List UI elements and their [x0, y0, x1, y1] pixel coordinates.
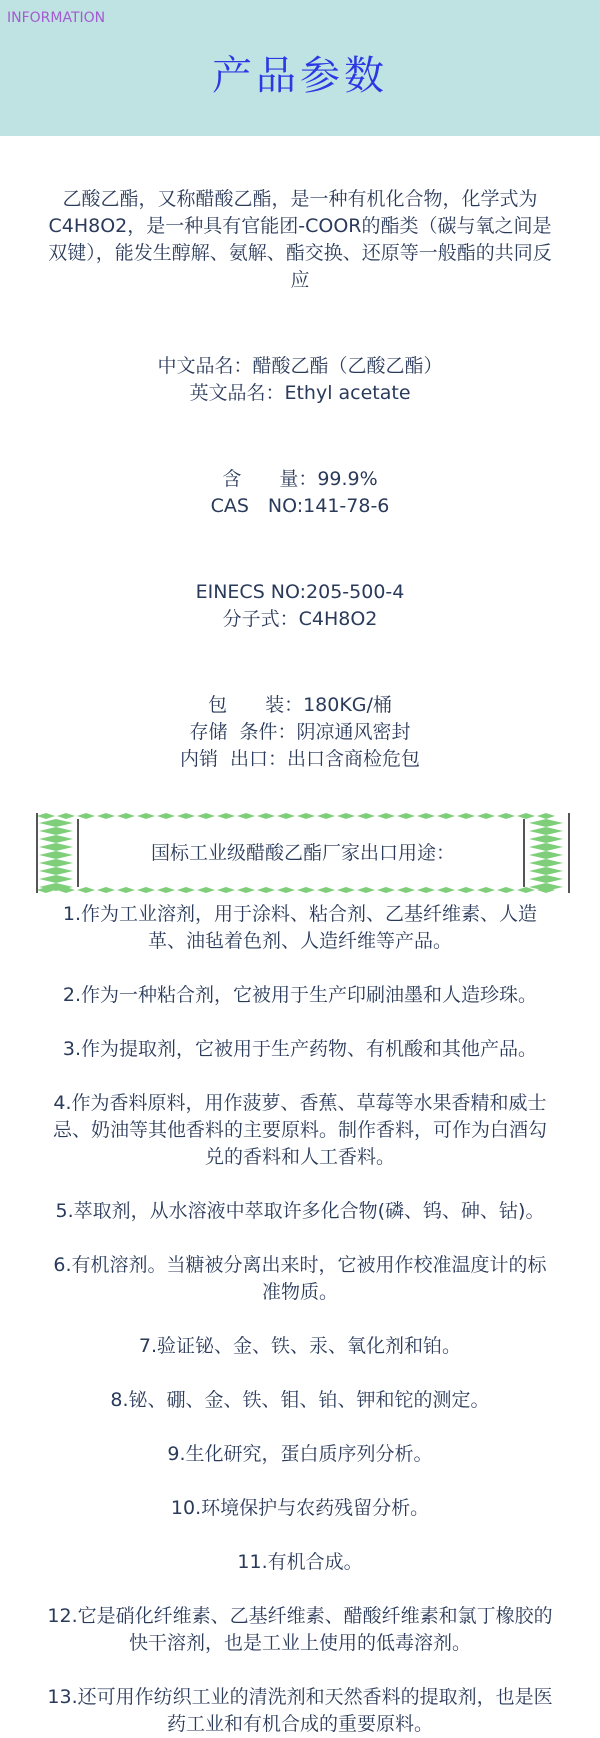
uses-list — [36, 901, 564, 1738]
pattern-diamond — [377, 813, 395, 819]
pattern-diamond — [357, 813, 375, 819]
pattern-diamond — [537, 813, 555, 819]
sale-info: 内销 出口：出口含商检危包 — [179, 748, 421, 770]
use-item: 8.铋、硼、金、铁、钼、铂、钾和铊的测定。 — [110, 1389, 490, 1411]
pattern-diamond — [397, 887, 415, 893]
cas-number: CAS NO:141-78-6 — [210, 495, 390, 517]
banner-text: 国标工业级醋酸乙酯厂家出口用途： — [150, 842, 455, 864]
pattern-diamond — [497, 813, 515, 819]
pattern-diamond — [517, 887, 535, 893]
pattern-diamond — [39, 859, 73, 867]
pattern-diamond — [297, 887, 315, 893]
einecs-group — [36, 579, 564, 633]
pattern-diamond — [177, 813, 195, 819]
use-item: 4.作为香料原料，用作菠萝、香蕉、草莓等水果香精和威士忌、奶油等其他香料的主要原料。制作香料，可作为白酒勾兑的香料和人工香料。 — [52, 1092, 547, 1168]
page-title: 产品参数 — [212, 53, 388, 99]
pattern-diamond — [257, 887, 275, 893]
storage-group — [36, 692, 564, 773]
use-item: 10.环境保护与农药残留分析。 — [170, 1497, 430, 1519]
pattern-diamond — [457, 813, 475, 819]
pattern-diamond — [39, 827, 73, 835]
content-group — [36, 466, 564, 520]
storage-info: 存储 条件：阴凉通风密封 — [189, 721, 411, 743]
pattern-diamond — [397, 813, 415, 819]
pattern-diamond — [529, 827, 563, 835]
use-item: 7.验证铋、金、铁、汞、氧化剂和铂。 — [138, 1335, 462, 1357]
pattern-diamond — [457, 887, 475, 893]
molecular-formula: 分子式：C4H8O2 — [222, 608, 378, 630]
pattern-diamond — [137, 887, 155, 893]
pattern-diamond — [529, 835, 563, 843]
use-item: 13.还可用作纺织工业的清洗剂和天然香料的提取剂，也是医药工业和有机合成的重要原料。 — [47, 1686, 553, 1735]
pattern-diamond — [317, 887, 335, 893]
pattern-diamond — [377, 887, 395, 893]
pattern-diamond — [97, 887, 115, 893]
pattern-diamond — [517, 813, 535, 819]
pattern-diamond — [477, 813, 495, 819]
pattern-diamond — [257, 813, 275, 819]
pattern-diamond — [39, 867, 73, 875]
package-info: 包 装：180KG/桶 — [208, 694, 392, 716]
pattern-diamond — [529, 875, 563, 883]
names-group — [36, 353, 564, 407]
pattern-diamond — [97, 813, 115, 819]
pattern-diamond — [437, 887, 455, 893]
pattern-diamond — [529, 859, 563, 867]
pattern-diamond — [117, 813, 135, 819]
pattern-diamond — [529, 867, 563, 875]
use-item: 6.有机溶剂。当糖被分离出来时，它被用作校准温度计的标准物质。 — [53, 1254, 547, 1303]
pattern-diamond — [337, 813, 355, 819]
use-item: 12.它是硝化纤维素、乙基纤维素、醋酸纤维素和氯丁橡胶的快干溶剂，也是工业上使用的低毒溶剂。 — [47, 1605, 553, 1654]
pattern-diamond — [39, 835, 73, 843]
pattern-diamond — [137, 813, 155, 819]
pattern-diamond — [117, 887, 135, 893]
pattern-diamond — [77, 813, 95, 819]
pattern-diamond — [297, 813, 315, 819]
pattern-diamond — [217, 813, 235, 819]
pattern-diamond — [529, 851, 563, 859]
pattern-diamond — [217, 887, 235, 893]
pattern-diamond — [357, 887, 375, 893]
pattern-diamond — [39, 819, 73, 827]
pattern-diamond — [237, 813, 255, 819]
header-band — [0, 0, 600, 136]
english-name: 英文品名：Ethyl acetate — [189, 382, 411, 404]
use-item: 11.有机合成。 — [237, 1551, 363, 1573]
use-item: 1.作为工业溶剂，用于涂料、粘合剂、乙基纤维素、人造革、油毡着色剂、人造纤维等产品。 — [62, 903, 538, 952]
pattern-diamond — [157, 887, 175, 893]
einecs-number: EINECS NO:205-500-4 — [195, 581, 405, 603]
pattern-diamond — [317, 813, 335, 819]
use-item: 3.作为提取剂，它被用于生产药物、有机酸和其他产品。 — [62, 1038, 538, 1060]
pattern-diamond — [417, 813, 435, 819]
pattern-diamond — [38, 813, 55, 819]
content — [0, 136, 600, 1738]
pattern-diamond — [497, 887, 515, 893]
pattern-diamond — [437, 813, 455, 819]
uses-banner — [36, 813, 570, 893]
pattern-diamond — [39, 843, 73, 851]
pattern-diamond — [157, 813, 175, 819]
pattern-diamond — [39, 851, 73, 859]
use-item: 5.萃取剂，从水溶液中萃取许多化合物(磷、钨、砷、钴)。 — [55, 1200, 545, 1222]
chinese-name: 中文品名：醋酸乙酯（乙酸乙酯） — [157, 355, 443, 377]
information-tag: INFORMATION — [7, 10, 106, 26]
pattern-diamond — [197, 887, 215, 893]
pattern-diamond — [529, 843, 563, 851]
use-item: 9.生化研究，蛋白质序列分析。 — [167, 1443, 433, 1465]
pattern-diamond — [337, 887, 355, 893]
pattern-diamond — [39, 875, 73, 883]
pattern-diamond — [57, 813, 75, 819]
pattern-diamond — [77, 887, 95, 893]
pattern-diamond — [477, 887, 495, 893]
intro-paragraph: 乙酸乙酯，又称醋酸乙酯，是一种有机化合物，化学式为C4H8O2，是一种具有官能团-COOR的酯类（碳与氧之间是双键），能发生醇解、氨解、酯交换、还原等一般酯的共同反应 — [48, 188, 552, 291]
pattern-diamond — [277, 887, 295, 893]
pattern-diamond — [277, 813, 295, 819]
pattern-diamond — [529, 819, 563, 827]
use-item: 2.作为一种粘合剂，它被用于生产印刷油墨和人造珍珠。 — [62, 984, 538, 1006]
pattern-diamond — [417, 887, 435, 893]
pattern-diamond — [177, 887, 195, 893]
pattern-diamond — [197, 813, 215, 819]
pattern-diamond — [237, 887, 255, 893]
content-value: 含 量：99.9% — [222, 468, 378, 490]
